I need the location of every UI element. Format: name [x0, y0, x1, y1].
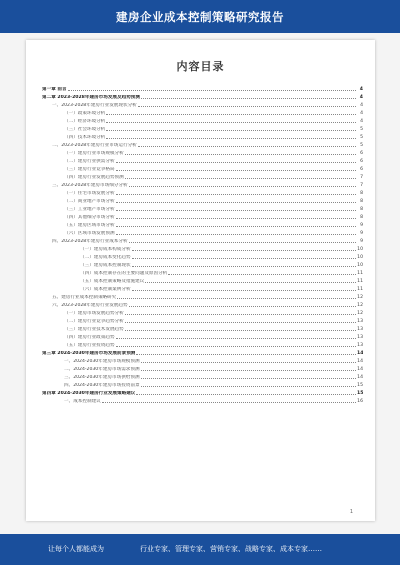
toc-leader-dots	[102, 402, 356, 403]
toc-entry-page: 10	[357, 263, 363, 268]
toc-entry-page: 15	[357, 383, 363, 388]
toc-entry-page: 14	[357, 359, 363, 364]
toc-entry-page: 8	[360, 207, 363, 212]
toc-entry-text: （一）政策环境分析	[64, 111, 106, 116]
toc-entry[interactable]	[42, 372, 363, 380]
toc-entry-page: 6	[360, 151, 363, 156]
toc-leader-dots	[116, 194, 356, 195]
toc-leader-dots	[132, 266, 356, 267]
toc-entry[interactable]	[42, 260, 363, 268]
toc-leader-dots	[116, 226, 356, 227]
toc-entry[interactable]	[42, 316, 363, 324]
toc-leader-dots	[141, 370, 356, 371]
toc-leader-dots	[68, 90, 356, 91]
toc-entry-page: 12	[357, 311, 363, 316]
toc-leader-dots	[145, 282, 356, 283]
toc-entry[interactable]	[42, 236, 363, 244]
toc-entry-page: 4	[359, 95, 363, 100]
toc-leader-dots	[106, 114, 356, 115]
toc-entry-text: 第二章 2023-2028年建房市场发展及趋势预测	[42, 95, 140, 100]
toc-entry[interactable]	[42, 172, 363, 180]
toc-leader-dots	[168, 274, 356, 275]
toc-entry-text: （一）建房成本构成分析	[80, 247, 131, 252]
toc-entry-text: （四）其他细分市场分析	[64, 215, 115, 220]
toc-entry-page: 5	[360, 127, 363, 132]
toc-entry[interactable]	[42, 276, 363, 284]
toc-entry-text: 二、2023-2028年建房行业市场运行分析	[52, 143, 137, 148]
toc-entry-page: 7	[360, 175, 363, 180]
toc-leader-dots	[116, 170, 356, 171]
toc-leader-dots	[116, 210, 356, 211]
page-number: 1	[349, 509, 353, 515]
toc-entry-page: 10	[357, 255, 363, 260]
toc-entry-page: 5	[360, 135, 363, 140]
toc-entry-text: 六、2023-2028年建房行业发展趋势	[52, 303, 128, 308]
toc-entry[interactable]	[42, 228, 363, 236]
toc-entry[interactable]	[42, 84, 363, 92]
toc-leader-dots	[129, 186, 356, 187]
toc-entry[interactable]	[42, 196, 363, 204]
toc-entry-text: （二）建房行业竞争趋势分析	[64, 319, 124, 324]
toc-leader-dots	[116, 162, 356, 163]
toc-leader-dots	[141, 386, 356, 387]
toc-entry-text: 一、成本控制建议	[64, 399, 101, 404]
toc-entry-page: 14	[357, 375, 363, 380]
toc-entry[interactable]	[42, 308, 363, 316]
toc-entry[interactable]	[42, 364, 363, 372]
toc-entry[interactable]	[42, 100, 363, 108]
toc-entry-page: 13	[357, 319, 363, 324]
toc-entry-page: 15	[357, 391, 363, 396]
footer-banner	[0, 534, 400, 565]
toc-title: 内容目录	[176, 60, 225, 73]
toc-entry-page: 4	[360, 111, 363, 116]
toc-entry-page: 8	[360, 199, 363, 204]
toc-leader-dots	[116, 202, 356, 203]
toc-entry[interactable]	[42, 92, 363, 100]
toc-leader-dots	[141, 98, 356, 99]
toc-entry[interactable]	[42, 340, 363, 348]
toc-list	[42, 84, 363, 511]
toc-leader-dots	[125, 322, 356, 323]
report-title: 建房企业成本控制策略研究报告	[116, 10, 284, 24]
toc-entry-text: 一、2023-2028年建房行业发展现状分析	[52, 103, 137, 108]
toc-entry-text: （四）成本控制存在的主要问题及原因分析	[80, 271, 168, 276]
toc-leader-dots	[106, 138, 356, 139]
toc-leader-dots	[106, 130, 356, 131]
toc-leader-dots	[116, 218, 356, 219]
toc-entry-page: 8	[360, 191, 363, 196]
toc-entry-page: 13	[357, 335, 363, 340]
toc-entry-text: （四）技术环境分析	[64, 135, 106, 140]
toc-entry[interactable]	[42, 268, 363, 276]
toc-leader-dots	[116, 346, 356, 347]
toc-entry[interactable]	[42, 332, 363, 340]
toc-entry-text: （二）建房行业供需分析	[64, 159, 115, 164]
toc-entry-text: （一）建房市场发展趋势分析	[64, 311, 124, 316]
toc-entry[interactable]	[42, 356, 363, 364]
toc-leader-dots	[125, 154, 356, 155]
toc-entry[interactable]	[42, 124, 363, 132]
toc-entry-text: （三）建房行业技术发展趋势	[64, 327, 124, 332]
toc-entry[interactable]	[42, 148, 363, 156]
footer-roles-text: 行业专家、管理专家、营销专家、战略专家、成本专家……	[140, 545, 322, 553]
toc-entry-text: （五）建房区域市场分析	[64, 223, 115, 228]
toc-entry-page: 13	[357, 327, 363, 332]
toc-leader-dots	[132, 258, 356, 259]
toc-entry[interactable]	[42, 284, 363, 292]
toc-entry-page: 9	[360, 223, 363, 228]
toc-entry-text: 五、建房行业成本控制策略研究	[52, 295, 117, 300]
toc-entry[interactable]	[42, 116, 363, 124]
toc-leader-dots	[141, 378, 356, 379]
toc-entry[interactable]	[42, 300, 363, 308]
toc-entry[interactable]	[42, 140, 363, 148]
toc-leader-dots	[125, 314, 356, 315]
toc-entry-text: 一、2024-2030年建房市场规模预测	[64, 359, 140, 364]
toc-entry-page: 6	[360, 167, 363, 172]
toc-entry-text: 四、2024-2030年建房市场投资前景	[64, 383, 140, 388]
toc-entry[interactable]	[42, 292, 363, 300]
toc-entry-text: （三）建房行业竞争格局	[64, 167, 115, 172]
toc-entry-text: （三）建房成本控制现状	[80, 263, 131, 268]
toc-leader-dots	[129, 242, 356, 243]
toc-leader-dots	[125, 178, 356, 179]
toc-entry[interactable]	[42, 396, 363, 404]
toc-entry[interactable]	[42, 324, 363, 332]
toc-entry-text: （一）住宅市场发展分析	[64, 191, 115, 196]
toc-entry[interactable]	[42, 156, 363, 164]
toc-entry-page: 9	[360, 231, 363, 236]
toc-entry-page: 11	[357, 279, 363, 284]
toc-leader-dots	[116, 234, 356, 235]
toc-leader-dots	[138, 146, 356, 147]
toc-entry-text: （五）建房行业投资趋势	[64, 343, 115, 348]
toc-entry-text: （三）工业地产市场分析	[64, 207, 115, 212]
toc-entry-page: 6	[360, 159, 363, 164]
toc-leader-dots	[138, 106, 356, 107]
toc-entry-page: 5	[360, 143, 363, 148]
document-page	[26, 40, 375, 521]
toc-entry-text: 四、2023-2028年建房行业成本分析	[52, 239, 128, 244]
toc-entry[interactable]	[42, 204, 363, 212]
toc-leader-dots	[136, 354, 356, 355]
header-banner	[0, 0, 400, 33]
toc-entry-text: 二、2024-2030年建房市场需求预测	[64, 367, 140, 372]
toc-entry[interactable]	[42, 348, 363, 356]
toc-entry-page: 12	[357, 303, 363, 308]
toc-entry[interactable]	[42, 252, 363, 260]
toc-entry-page: 10	[357, 247, 363, 252]
toc-entry-page: 4	[360, 103, 363, 108]
toc-entry[interactable]	[42, 164, 363, 172]
toc-entry[interactable]	[42, 180, 363, 188]
toc-leader-dots	[125, 330, 356, 331]
toc-entry-page: 14	[357, 351, 363, 356]
toc-entry-text: （二）建房成本变化趋势	[80, 255, 131, 260]
toc-entry[interactable]	[42, 388, 363, 396]
toc-leader-dots	[141, 362, 356, 363]
toc-entry-text: 三、2024-2030年建房市场供给预测	[64, 375, 140, 380]
toc-leader-dots	[132, 250, 356, 251]
toc-entry-text: 第三章 2024-2030年建房市场发展前景预测	[42, 351, 136, 356]
toc-entry-text: （二）经济环境分析	[64, 119, 106, 124]
toc-entry-page: 11	[357, 287, 363, 292]
toc-entry-page: 13	[357, 343, 363, 348]
toc-entry-text: 第一章 前言	[42, 87, 67, 92]
toc-entry-page: 11	[357, 271, 363, 276]
toc-entry[interactable]	[42, 132, 363, 140]
toc-entry-page: 12	[357, 295, 363, 300]
toc-leader-dots	[106, 122, 356, 123]
toc-leader-dots	[129, 306, 356, 307]
toc-entry-page: 16	[357, 399, 363, 404]
toc-entry-page: 9	[360, 239, 363, 244]
toc-entry-text: （四）建房行业政策趋势	[64, 335, 115, 340]
toc-leader-dots	[117, 298, 356, 299]
toc-entry[interactable]	[42, 244, 363, 252]
toc-entry-page: 4	[360, 119, 363, 124]
toc-entry[interactable]	[42, 380, 363, 388]
toc-entry-text: （六）成本控制案例分析	[80, 287, 131, 292]
toc-entry-page: 7	[360, 183, 363, 188]
toc-entry-page: 4	[359, 87, 363, 92]
toc-entry-text: （三）社会环境分析	[64, 127, 106, 132]
toc-leader-dots	[136, 394, 356, 395]
toc-entry[interactable]	[42, 212, 363, 220]
toc-entry[interactable]	[42, 188, 363, 196]
toc-entry-text: 三、2023-2028年建房市场细分分析	[52, 183, 128, 188]
toc-leader-dots	[132, 290, 356, 291]
toc-entry-text: （四）建房行业发展趋势预测	[64, 175, 124, 180]
toc-entry[interactable]	[42, 108, 363, 116]
toc-entry-text: （二）商业地产市场分析	[64, 199, 115, 204]
toc-entry-text: （六）区域市场发展预测	[64, 231, 115, 236]
toc-entry-text: （五）成本控制策略及措施建议	[80, 279, 145, 284]
footer-lead-text: 让每个人都能成为	[48, 545, 104, 553]
toc-leader-dots	[116, 338, 356, 339]
toc-entry-page: 8	[360, 215, 363, 220]
toc-entry-text: 第四章 2024-2030年建房行业发展策略建议	[42, 391, 136, 396]
toc-entry[interactable]	[42, 220, 363, 228]
toc-entry-text: （一）建房行业市场规模分析	[64, 151, 124, 156]
toc-entry-page: 14	[357, 367, 363, 372]
